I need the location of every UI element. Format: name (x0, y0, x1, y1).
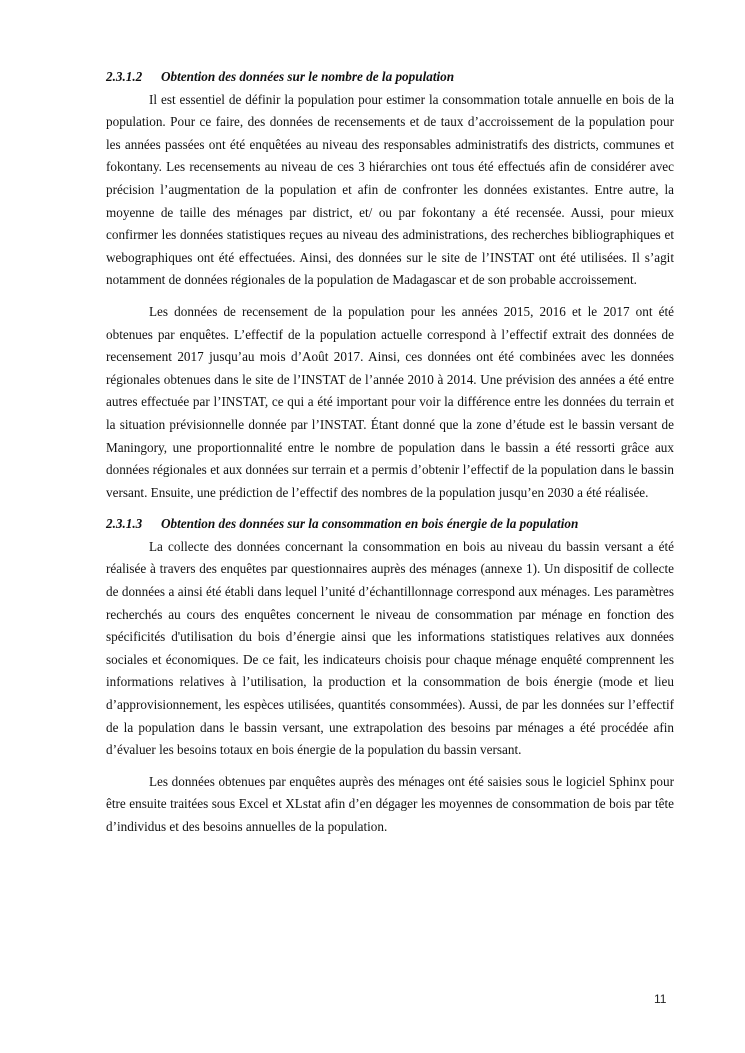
paragraph-spacer (106, 762, 674, 771)
paragraph: Les données obtenues par enquêtes auprès des ménages ont été saisies sous le logiciel Sphinx pour être ensuite traitées sous Excel et XLstat afin d’en dégager les moyennes de consommation de bois par tête d’individus et des besoins annuelles de la population. (106, 773, 674, 834)
document-page (106, 66, 674, 839)
paragraph: Les données de recensement de la population pour les années 2015, 2016 et le 2017 ont été obtenues par enquêtes. L’effectif de la population actuelle correspond à l’effectif extrait des données de recensement 2017 jusqu’au mois d’Août 2017. Ainsi, ces données ont été combinées avec les données régionales obtenues dans le site de l’INSTAT de l’année 2010 à 2014. Une prévision des années a été entre autres effectuée par l’INSTAT, ce qui a été important pour voir la différence entre les données du terrain et la situation prévisionnelle donnée par l’INSTAT. Étant donné que la zone d’étude est le bassin versant de Maningory, une proportionnalité entre le nombre de population dans le bassin a été ressorti grâce aux données régionales et aux données sur terrain et a permis d’obtenir l’effectif de la population dans le bassin versant. Ensuite, une prédiction de l’effectif des nombres de la population jusqu’en 2030 a été réalisée. (106, 303, 674, 500)
paragraph: Il est essentiel de définir la population pour estimer la consommation totale annuelle en bois de la population. Pour ce faire, des données de recensements et de taux d’accroissement de la population pour les années passées ont été enquêtées au niveau des responsables administratifs des districts, communes et fokontany. Les recensements au niveau de ces 3 hiérarchies ont tous été effectués afin de considérer avec précision l’augmentation de la population et afin de confronter les données existantes. Entre autre, la moyenne de taille des ménages par district, et/ ou par fokontany a été recensée. Aussi, pour mieux confirmer les données statistiques reçues au niveau des administrations, des recherches bibliographiques et webographiques ont été effectuées. Ainsi, des données sur le site de l’INSTAT ont été utilisées. Il s’agit notamment de données régionales de la population de Madagascar et de son probable accroissement. (106, 91, 674, 288)
section-number: 2.3.1.3 (106, 516, 143, 532)
page-number: 11 (654, 992, 667, 1006)
paragraph: La collecte des données concernant la consommation en bois au niveau du bassin versant a été réalisée à travers des enquêtes par questionnaires auprès des ménages (annexe 1). Un dispositif de collecte de données a ainsi été établi dans lequel l’unité d’échantillonnage correspond aux ménages. Les paramètres recherchés au cours des enquêtes concernent le niveau de consommation par ménage en fonction des spécificités d'utilisation du bois d’énergie ainsi que les informations statistiques relatives aux données sociales et économiques. De ce fait, les indicateurs choisis pour chaque ménage enquêté comprennent les informations relatives à l’utilisation, la production et la consommation de bois énergie (mode et lieu d’approvisionnement, les espèces utilisées, quantités consommées). Aussi, de par les données sur l’effectif de la population dans le bassin versant, une extrapolation des besoins par ménages a été procédée afin d’évaluer les besoins totaux en bois énergie de la population du bassin versant. (106, 538, 674, 758)
paragraph-spacer (106, 504, 674, 513)
section-title: Obtention des données sur la consommation en bois énergie de la population (161, 516, 579, 532)
section-heading (106, 66, 674, 89)
section-heading (106, 513, 674, 536)
section-title: Obtention des données sur le nombre de la population (161, 69, 455, 84)
paragraph-spacer (106, 292, 674, 301)
section-number: 2.3.1.2 (106, 69, 143, 84)
